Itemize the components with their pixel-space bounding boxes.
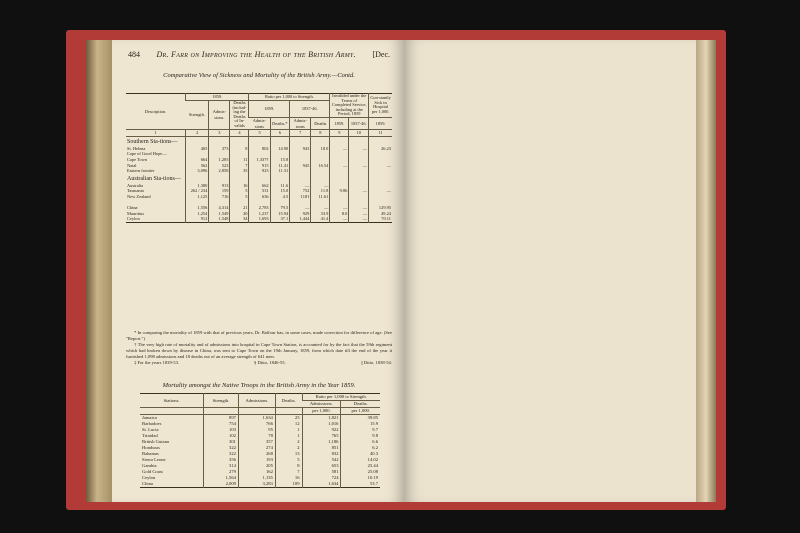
empty-cell — [330, 174, 349, 183]
table-cell: 205 — [238, 463, 275, 469]
table2-title: Mortality amongst the Native Troops in the British Army in the Year 1859. — [162, 382, 356, 389]
header-r-deaths-star: Deaths.* — [270, 117, 290, 129]
table-cell: 945 — [290, 163, 311, 169]
table-cell: 95 — [238, 427, 275, 433]
table-cell: 1,549 — [209, 211, 230, 217]
table1-body — [126, 136, 392, 222]
group-heading: Australian Sta-tions— — [127, 175, 181, 182]
table-cell: 274 — [238, 445, 275, 451]
table-cell: 915 — [249, 163, 270, 169]
empty-cell — [349, 174, 369, 183]
empty-cell — [249, 136, 270, 146]
running-header — [128, 50, 390, 59]
table-cell: 34 — [230, 216, 249, 222]
header-r-adm2: Admis-sions — [290, 117, 311, 129]
table-cell: 1,016 — [302, 421, 341, 427]
page-number: 484 — [128, 50, 140, 59]
table-cell: 16 — [275, 475, 302, 481]
row-description: Cape Town — [127, 156, 147, 162]
header-deaths-incl: Deaths (includ-ing the Deaths of In-valids — [230, 100, 249, 130]
table-cell: 7 — [230, 163, 249, 169]
table1-title: Comparative View of Sickness and Mortality of the British Army.—Contd. — [163, 72, 355, 79]
header-invalided: Invalided under the Terms of Completed Service, including at the Period, 1859 — [330, 94, 369, 118]
t2-header-r-adm: Admissions. — [302, 401, 341, 408]
table-cell: 15.94 — [270, 211, 290, 217]
t2-header-admissions: Admissions. — [238, 394, 275, 408]
table-cell: 636 — [249, 194, 270, 200]
table-cell: 301 — [204, 439, 239, 445]
column-number-row — [126, 130, 392, 137]
sickness-mortality-table — [126, 93, 392, 223]
table-cell: 9.7 — [341, 427, 380, 433]
table-cell: — — [330, 163, 349, 169]
table-cell: 262 / 234 — [186, 188, 209, 194]
empty-cell — [311, 174, 330, 183]
table-cell: 8 — [275, 463, 302, 469]
running-title: Dr. Farr on Improving the Health of the British Army. — [156, 50, 356, 59]
table-cell: 103 — [204, 427, 239, 433]
table-cell: 41.4 — [311, 216, 330, 222]
t2-unit-blank — [238, 408, 275, 415]
table-cell: 754 — [204, 421, 239, 427]
col-num: 9 — [330, 130, 349, 137]
table-cell: 49.24 — [369, 211, 392, 217]
row-description: New Zealand — [127, 193, 151, 199]
running-tail: [Dec. — [372, 50, 390, 59]
table-cell: 465 — [186, 146, 209, 152]
station-name: China — [142, 481, 153, 486]
table-cell: 664 — [186, 157, 209, 163]
empty-cell — [270, 136, 290, 146]
row-description: St. Helena — [127, 145, 146, 151]
row-description: Tasmania — [127, 188, 144, 194]
table-cell: 26.23 — [369, 146, 392, 152]
table-cell: 15.8 — [270, 157, 290, 163]
station-name: Sierra Leone — [142, 457, 166, 462]
table-cell: 1,693 — [249, 216, 270, 222]
left-page — [112, 40, 404, 502]
table-cell: — — [369, 163, 392, 169]
table-cell: 802 — [249, 146, 270, 152]
table-cell: 766 — [238, 421, 275, 427]
table-cell: 102 — [204, 433, 239, 439]
table-cell: 1,380 — [186, 183, 209, 189]
table-cell: 542 — [302, 457, 341, 463]
station-name: Jamaica — [142, 415, 157, 420]
table-cell: 1,237 — [249, 211, 270, 217]
table-cell: — — [290, 205, 311, 211]
empty-cell — [230, 174, 249, 183]
native-troops-table — [140, 393, 380, 488]
col-num: 6 — [270, 130, 290, 137]
table-cell: 11.61 — [311, 194, 330, 200]
table-cell: 18.0 — [311, 146, 330, 152]
table-cell: 1,548 — [209, 216, 230, 222]
table-cell: 531 — [249, 188, 270, 194]
station-name: Bahamas — [142, 451, 159, 456]
table-cell: 2 — [275, 445, 302, 451]
page-edges-left — [86, 40, 114, 502]
footnote-2: † The very high rate of mortality and of admissions into hospital in Cape Town Station, is accounted for by the fact that the 59th regiment which had broken down by disease in China, was sent to Cape Town on the 19th January, 1859, from which date till the end of the year it furnished 1,098 admissions and 18 deaths out of an average strength of 641 men. — [126, 342, 392, 359]
col-num: 10 — [349, 130, 369, 137]
col-num: 11 — [369, 130, 392, 137]
table-cell: 5 — [230, 188, 249, 194]
table-cell: — — [290, 183, 311, 189]
table-cell: 78 — [238, 433, 275, 439]
station-name: Trinidad — [142, 433, 158, 438]
table-cell: 6.2 — [341, 445, 380, 451]
table-cell: 897 — [204, 415, 239, 422]
t2-header-deaths: Deaths. — [275, 394, 302, 408]
table-cell: 16.54 — [311, 163, 330, 169]
table-cell: 14.02 — [341, 457, 380, 463]
row-description: Eastern frontier — [127, 168, 155, 174]
table-cell: — — [349, 205, 369, 211]
header-description: Description. — [126, 94, 186, 130]
table-cell: 3,096 — [186, 168, 209, 174]
table-cell: 8.0 — [330, 211, 349, 217]
table-cell: 1,125 — [186, 194, 209, 200]
table-cell: 162 — [238, 469, 275, 475]
table-cell: 11.8 — [311, 188, 330, 194]
station-name: British Guiana — [142, 439, 169, 444]
table-cell: 11.6 — [270, 183, 290, 189]
header-r-deaths: Deaths — [311, 117, 330, 129]
table-cell: 1,135 — [238, 475, 275, 481]
table-cell: 724 — [302, 475, 341, 481]
table-cell: 15.0 — [270, 188, 290, 194]
table-cell: — — [330, 146, 349, 152]
footnote-years-2: § Ditto, 1846-55. — [254, 360, 286, 365]
table-row — [140, 481, 380, 488]
table-cell: 129.95 — [369, 205, 392, 211]
station-name: Honduras — [142, 445, 160, 450]
table-cell: 523 — [209, 163, 230, 169]
table-cell: 923 — [249, 168, 270, 174]
table-cell: 4.5 — [270, 194, 290, 200]
table-cell: 1,254 — [186, 211, 209, 217]
table-cell: 1,444 — [290, 216, 311, 222]
table-row — [126, 216, 392, 222]
t2-header-r-deaths: Deaths. — [341, 401, 380, 408]
table-cell: 20 — [230, 211, 249, 217]
table2-body — [140, 415, 380, 488]
table-cell: 2,783 — [249, 205, 270, 211]
header-inv-1837: 1837-46. — [349, 117, 369, 129]
table-cell: 2,858 — [209, 168, 230, 174]
t2-header-strength: Strength. — [204, 394, 239, 408]
table-cell: 40.3 — [341, 451, 380, 457]
empty-cell — [209, 174, 230, 183]
table-cell: 11.31 — [270, 168, 290, 174]
t2-unit-deaths: per 1,000. — [341, 408, 380, 415]
table-cell: 1,564 — [204, 475, 239, 481]
table-cell: 39.85 — [341, 415, 380, 422]
t2-header-ratio: Ratio per 1,000 to Strength. — [302, 394, 380, 401]
table-cell: 5 — [275, 457, 302, 463]
footnotes — [126, 330, 392, 366]
header-1859: 1859. — [186, 94, 249, 101]
table-cell: 662 — [249, 183, 270, 189]
row-description: Cape of Good Hope— — [127, 151, 167, 157]
table-cell: — — [369, 188, 392, 194]
col-num: 2 — [186, 130, 209, 137]
table-cell: 653 — [302, 463, 341, 469]
table-cell: 322 — [204, 445, 239, 451]
empty-cell — [186, 174, 209, 183]
table-cell: 922 — [302, 427, 341, 433]
row-description: Natal — [127, 162, 137, 168]
header-constantly-sick: Con-stantly Sick in Hospital per 1,000. — [369, 94, 392, 118]
table-cell: 1,337† — [249, 157, 270, 163]
header-strength: Strength. — [186, 100, 209, 130]
table-cell: 6.6 — [341, 439, 380, 445]
header-ratio-1859: 1859. — [249, 100, 290, 117]
header-admissions: Admis-sions. — [209, 100, 230, 130]
table-cell: 2 — [275, 439, 302, 445]
table-cell: 159 — [209, 188, 230, 194]
table-cell: 1,821 — [302, 415, 341, 422]
table-cell: — — [349, 163, 369, 169]
table-cell: 752 — [290, 188, 311, 194]
table-cell: 16 — [230, 183, 249, 189]
table-cell: 33.9 — [311, 211, 330, 217]
empty-cell — [369, 174, 392, 183]
group-heading-row — [126, 174, 392, 183]
page-edges-right — [696, 40, 716, 502]
row-description: Australia — [127, 182, 144, 188]
t2-unit-blank — [140, 408, 204, 415]
station-name: Gold Coast — [142, 469, 163, 474]
empty-cell — [290, 136, 311, 146]
table-cell: 913 — [209, 183, 230, 189]
table-cell: 12 — [275, 421, 302, 427]
col-num: 3 — [209, 130, 230, 137]
header-ratio-1837: 1837-46. — [290, 100, 330, 117]
table-cell: 11 — [230, 157, 249, 163]
table-cell: 929 — [290, 211, 311, 217]
table-cell: 5 — [230, 194, 249, 200]
table-cell: 2,009 — [204, 481, 239, 488]
empty-cell — [349, 136, 369, 146]
footnote-years-1: ‡ For the years 1839-53. — [134, 360, 180, 365]
table-cell: 1 — [275, 427, 302, 433]
table-cell: 25.08 — [341, 469, 380, 475]
t2-unit-blank — [275, 408, 302, 415]
empty-cell — [290, 174, 311, 183]
table-cell: 357 — [238, 439, 275, 445]
table-cell: 765 — [302, 433, 341, 439]
table-cell: 25 — [275, 415, 302, 422]
table-cell: 716 — [209, 194, 230, 200]
table-cell: 21 — [230, 205, 249, 211]
station-name: Ceylon — [142, 475, 156, 480]
empty-cell — [186, 136, 209, 146]
col-num: 4 — [230, 130, 249, 137]
table-cell: — — [349, 146, 369, 152]
table-cell: 13 — [275, 451, 302, 457]
table-cell: 1,556 — [186, 205, 209, 211]
row-description: China — [127, 205, 138, 211]
table-cell: 268 — [238, 451, 275, 457]
table-cell: 1,634 — [302, 481, 341, 488]
station-name: Gambia — [142, 463, 157, 468]
row-description: Mauritius — [127, 210, 145, 216]
empty-cell — [369, 136, 392, 146]
footnote-1: * In comparing the mortality of 1859 with that of previous years, Dr. Balfour has, in some cases, made correction for difference of age. (See "Report.") — [126, 330, 392, 341]
footnote-years-3: || Ditto, 1838-54. — [360, 360, 392, 365]
table-cell: 373 — [209, 146, 230, 152]
table-cell: 79.5 — [270, 205, 290, 211]
station-name: Barbadoes — [142, 421, 162, 426]
table-cell: 3,283 — [238, 481, 275, 488]
empty-cell — [270, 174, 290, 183]
table-cell: 7 — [275, 469, 302, 475]
table-cell: 314 — [204, 463, 239, 469]
footnote-years — [126, 360, 392, 366]
table-cell: — — [349, 188, 369, 194]
table-cell: 10.19 — [341, 475, 380, 481]
t2-header-stations: Stations. — [140, 394, 204, 408]
table-cell: 15.9 — [341, 421, 380, 427]
table-cell: 322 — [204, 451, 239, 457]
col-num: 8 — [311, 130, 330, 137]
table-cell: — — [330, 205, 349, 211]
table-cell: 109 — [275, 481, 302, 488]
table-cell: 562 — [186, 163, 209, 169]
table-cell: — — [349, 211, 369, 217]
table-cell: 851 — [302, 445, 341, 451]
table-cell: 53.7 — [341, 481, 380, 488]
table-cell: 943 — [290, 146, 311, 152]
table-cell: 37.1 — [270, 216, 290, 222]
table-cell: — — [349, 216, 369, 222]
table-cell: 1,186 — [302, 439, 341, 445]
table-cell: — — [311, 205, 330, 211]
table-cell: 9.8 — [341, 433, 380, 439]
table-cell: 1181 — [290, 194, 311, 200]
t2-unit-adm: per 1,000. — [302, 408, 341, 415]
table-cell: 581 — [302, 469, 341, 475]
empty-cell — [209, 136, 230, 146]
table-cell: 193 — [238, 457, 275, 463]
group-heading-row — [126, 136, 392, 146]
table-cell: 912 — [186, 216, 209, 222]
table-cell: — — [311, 183, 330, 189]
empty-cell — [330, 136, 349, 146]
col-num: 7 — [290, 130, 311, 137]
empty-cell — [311, 136, 330, 146]
header-r-adm: Admis-sions — [249, 117, 270, 129]
table-cell: 25.44 — [341, 463, 380, 469]
header-inv-1859: 1859. — [330, 117, 349, 129]
group-heading: Southern Sta-tions— — [127, 138, 178, 145]
col-num: 1 — [126, 130, 186, 137]
row-description: Ceylon — [127, 216, 140, 222]
table-cell: 35 — [230, 168, 249, 174]
table-cell: 1,634 — [238, 415, 275, 422]
table-cell: 832 — [302, 451, 341, 457]
col-num: 5 — [249, 130, 270, 137]
table-cell: 1 — [275, 433, 302, 439]
empty-cell — [230, 136, 249, 146]
right-page-blank — [404, 40, 696, 502]
table-cell: 11.41 — [270, 163, 290, 169]
station-name: St. Lucia — [142, 427, 159, 432]
header-sick-1859: 1859. — [369, 117, 392, 129]
table-cell: — — [330, 216, 349, 222]
table-cell: 356 — [204, 457, 239, 463]
table-cell: 14.90 — [270, 146, 290, 152]
table-cell: 9.86 — [330, 188, 349, 194]
table-cell: 4,314 — [209, 205, 230, 211]
table-cell: 70.11 — [369, 216, 392, 222]
table-cell: 1,205 — [209, 157, 230, 163]
table-cell: 279 — [204, 469, 239, 475]
header-ratio: Ratio per 1,000 to Strength. — [249, 94, 330, 101]
t2-unit-blank — [204, 408, 239, 415]
empty-cell — [249, 174, 270, 183]
table-cell: 8 — [230, 146, 249, 152]
